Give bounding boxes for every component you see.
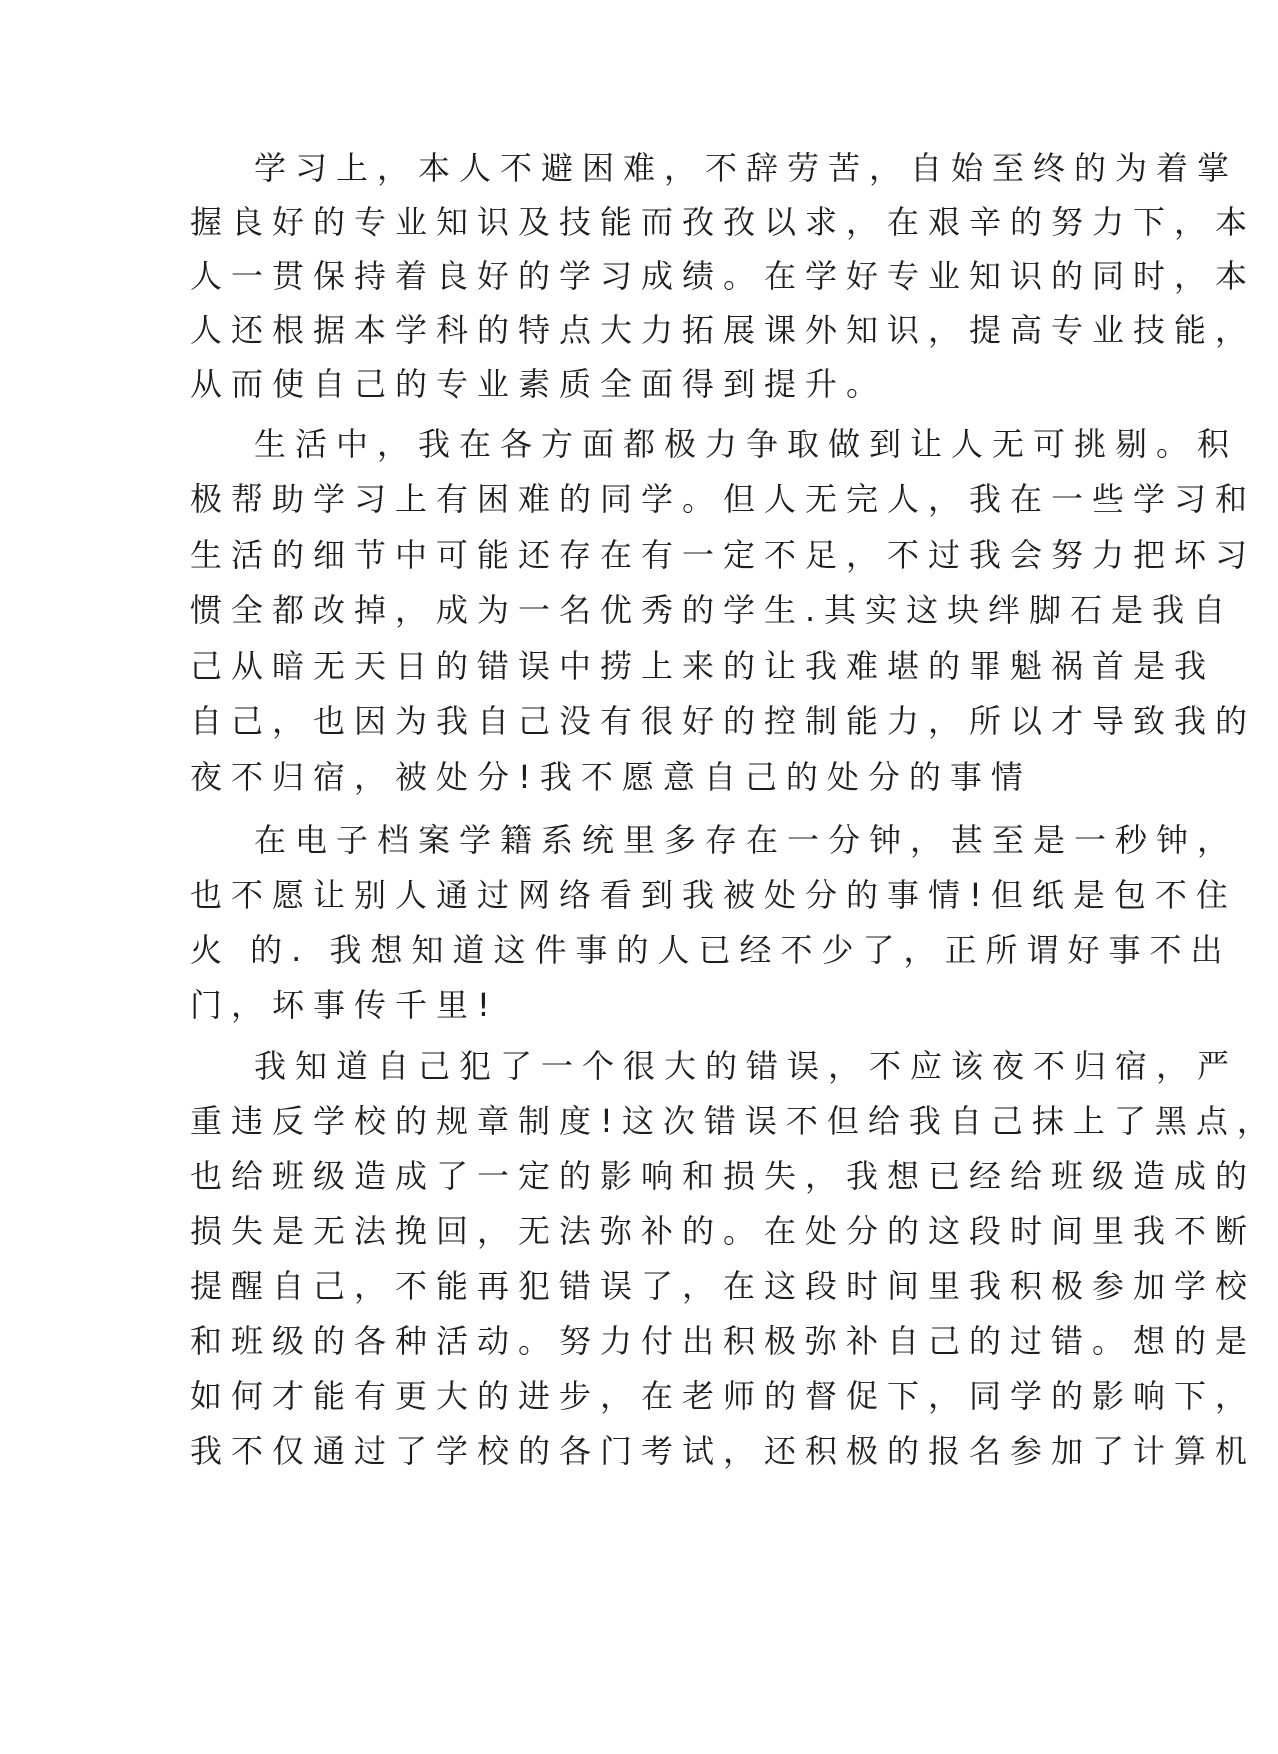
text-line: 损失是无法挽回，无法弥补的。在处分的这段时间里我不断 bbox=[190, 1212, 1257, 1250]
text-line: 人一贯保持着良好的学习成绩。在学好专业知识的同时，本 bbox=[190, 257, 1257, 295]
text-line: 重违反学校的规章制度!这次错误不但给我自己抹上了黑点， bbox=[190, 1102, 1278, 1140]
text-line: 生活中，我在各方面都极力争取做到让人无可挑剔。积 bbox=[254, 425, 1239, 463]
text-line: 在电子档案学籍系统里多存在一分钟，甚至是一秒钟， bbox=[254, 821, 1239, 859]
text-line: 我不仅通过了学校的各门考试，还积极的报名参加了计算机 bbox=[190, 1432, 1257, 1470]
text-line: 夜不归宿，被处分!我不愿意自己的处分的事情 bbox=[190, 758, 1032, 796]
text-line: 学习上，本人不避困难，不辞劳苦，自始至终的为着掌 bbox=[254, 149, 1239, 187]
text-line: 己从暗无天日的错误中捞上来的让我难堪的罪魁祸首是我 bbox=[190, 647, 1216, 685]
text-line: 门，坏事传千里! bbox=[190, 986, 499, 1024]
text-line: 人还根据本学科的特点大力拓展课外知识，提高专业技能， bbox=[190, 311, 1257, 349]
text-line: 和班级的各种活动。努力付出积极弥补自己的过错。想的是 bbox=[190, 1322, 1257, 1360]
text-line: 火 的. 我想知道这件事的人已经不少了，正所谓好事不出 bbox=[190, 931, 1232, 969]
text-line: 也给班级造成了一定的影响和损失，我想已经给班级造成的 bbox=[190, 1157, 1257, 1195]
text-line: 生活的细节中可能还存在有一定不足，不过我会努力把坏习 bbox=[190, 536, 1257, 574]
text-line: 握良好的专业知识及技能而孜孜以求，在艰辛的努力下，本 bbox=[190, 203, 1257, 241]
text-line: 也不愿让别人通过网络看到我被处分的事情!但纸是包不住 bbox=[190, 876, 1237, 914]
text-line: 如何才能有更大的进步，在老师的督促下，同学的影响下， bbox=[190, 1377, 1257, 1415]
text-line: 自己，也因为我自己没有很好的控制能力，所以才导致我的 bbox=[190, 702, 1257, 740]
text-line: 惯全都改掉，成为一名优秀的学生.其实这块绊脚石是我自 bbox=[190, 591, 1235, 629]
text-line: 极帮助学习上有困难的同学。但人无完人，我在一些学习和 bbox=[190, 480, 1257, 518]
text-line: 从而使自己的专业素质全面得到提升。 bbox=[190, 365, 888, 403]
text-line: 提醒自己，不能再犯错误了，在这段时间里我积极参加学校 bbox=[190, 1267, 1257, 1305]
text-line: 我知道自己犯了一个很大的错误，不应该夜不归宿，严 bbox=[254, 1047, 1239, 1085]
